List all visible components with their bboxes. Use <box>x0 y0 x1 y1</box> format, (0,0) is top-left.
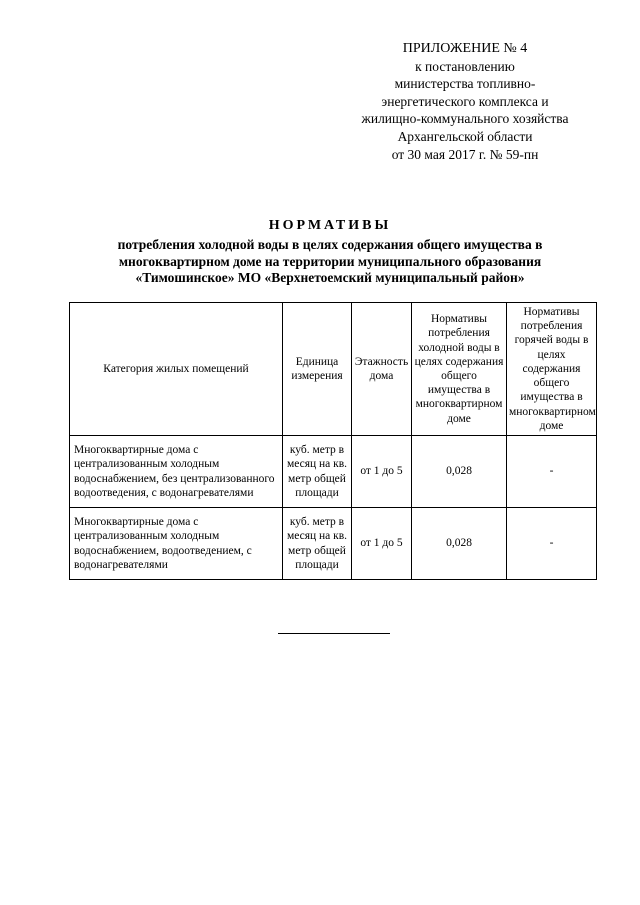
appendix-block <box>340 40 590 163</box>
appendix-line: к постановлению <box>415 58 515 74</box>
norms-table <box>69 302 597 580</box>
appendix-line: жилищно-коммунального хозяйства <box>361 111 569 127</box>
header-floors: Этажность дома <box>352 303 412 436</box>
closing-divider <box>278 633 390 634</box>
table-row <box>70 508 597 580</box>
cell-unit: куб. метр в месяц на кв. метр общей площади <box>283 436 352 508</box>
subtitle-line: потребления холодной воды в целях содержания общего имущества в <box>117 237 543 252</box>
document-title-block <box>60 217 600 287</box>
cell-cold-water: 0,028 <box>412 508 507 580</box>
appendix-date: от 30 мая 2017 г. № 59-пн <box>391 146 539 162</box>
cell-hot-water: - <box>507 436 597 508</box>
cell-floors: от 1 до 5 <box>352 508 412 580</box>
cell-unit: куб. метр в месяц на кв. метр общей площади <box>283 508 352 580</box>
document-subtitle <box>60 237 600 287</box>
table-header-row <box>70 303 597 436</box>
table-row <box>70 436 597 508</box>
cell-floors: от 1 до 5 <box>352 436 412 508</box>
header-hot-water: Нормативы потребления горячей воды в целях содержания общего имущества в многоквартирном доме <box>507 303 597 436</box>
cell-cold-water: 0,028 <box>412 436 507 508</box>
cell-hot-water: - <box>507 508 597 580</box>
cell-category: Многоквартирные дома с централизованным холодным водоснабжением, без централизованного водоотведения, с водонагревателями <box>70 436 283 508</box>
document-title: НОРМАТИВЫ <box>268 218 392 233</box>
header-cold-water: Нормативы потребления холодной воды в целях содержания общего имущества в многоквартирном доме <box>412 303 507 436</box>
appendix-line: Архангельской области <box>397 128 533 144</box>
subtitle-line: «Тимошинское» МО «Верхнетоемский муниципальный район» <box>135 270 525 285</box>
header-category: Категория жилых помещений <box>70 303 283 436</box>
cell-category: Многоквартирные дома с централизованным холодным водоснабжением, водоотведением, с водонагревателями <box>70 508 283 580</box>
appendix-line: энергетического комплекса и <box>381 93 549 109</box>
header-unit: Единица измерения <box>283 303 352 436</box>
appendix-line: министерства топливно- <box>394 76 536 92</box>
subtitle-line: многоквартирном доме на территории муниципального образования <box>118 253 542 269</box>
appendix-title: ПРИЛОЖЕНИЕ № 4 <box>402 41 528 56</box>
